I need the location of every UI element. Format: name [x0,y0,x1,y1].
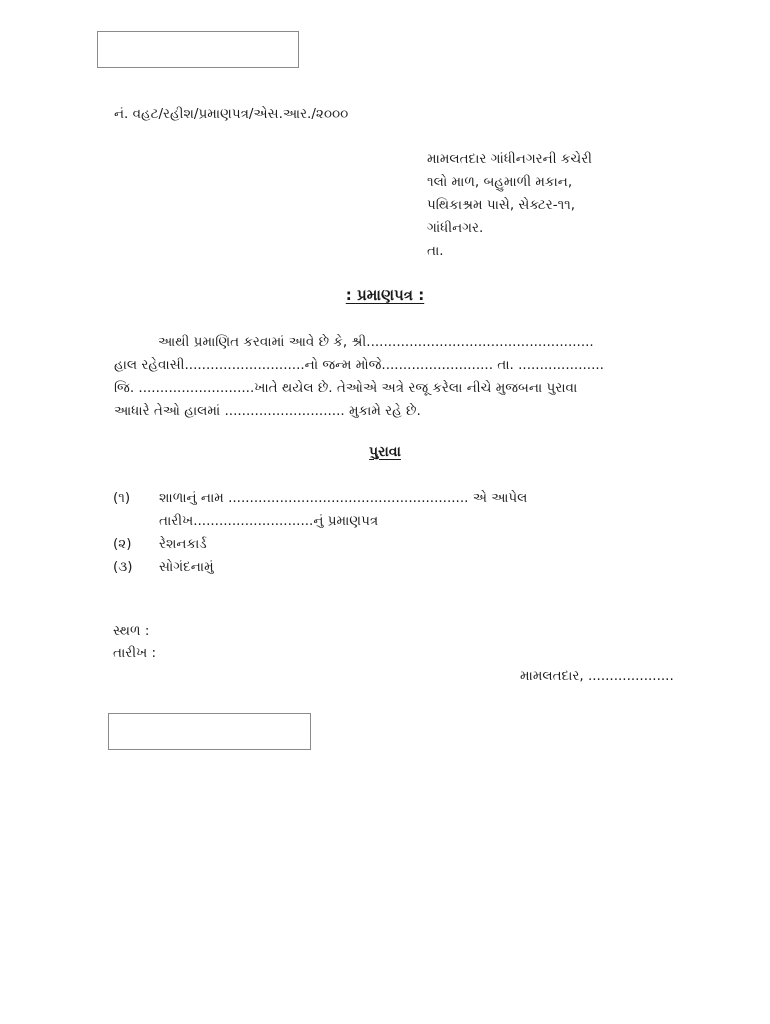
address-line: ગાંધીનગર. [427,220,484,236]
item-number: (૨) [113,536,132,552]
body-line: આધારે તેઓ હાલમાં ............................ મુકામે રહે છે. [114,403,421,419]
body-line: આથી પ્રમાણિત કરવામાં આવે છે કે, શ્રી..................................................... [158,334,594,350]
item-text: રેશનકાર્ડ [159,536,207,552]
address-date: તા. [427,243,444,259]
top-stamp-box [97,31,299,68]
office-address [427,148,592,263]
bottom-stamp-box [108,713,311,750]
list-item [113,510,527,533]
date-label: તારીખ : [113,645,157,661]
body-line: જિ. ...........................ખાતે થયેલ છે. તેઓએ અત્રે રજૂ કરેલા નીચે મુજબના પુરાવા [114,380,578,396]
place-label: સ્થળ : [113,623,150,639]
address-line: ૧લો માળ, બહુમાળી મકાન, [427,174,573,190]
item-text: શાળાનું નામ ........................................................ એ આપેલ [159,490,528,506]
signature-line: મામલતદાર, .................... [520,668,674,684]
certificate-body [114,331,660,423]
address-line: પથિકાશ્રમ પાસે, સેક્ટર-૧૧, [427,197,576,213]
reference-number: નં. વહટ/રહીશ/પ્રમાણપત્ર/એસ.આર./૨૦૦૦ [114,106,349,122]
certificate-title: : પ્રમાણપત્ર : [345,286,425,304]
item-text: સોગંદનામું [159,559,214,575]
item-number: (૧) [113,490,131,506]
address-line: મામલતદાર ગાંધીનગરની કચેરી [427,151,593,167]
list-item [113,487,527,510]
body-line: હાલ રહેવાસી............................નો જન્મ મોજે.......................... તા. .................... [114,357,604,373]
list-item [113,533,527,556]
evidence-list [113,487,527,579]
list-item [113,556,527,579]
item-text: તારીખ............................નું પ્રમાણપત્ર [159,513,379,529]
evidence-heading: પુરાવા [369,444,401,460]
item-number: (૩) [113,559,133,575]
